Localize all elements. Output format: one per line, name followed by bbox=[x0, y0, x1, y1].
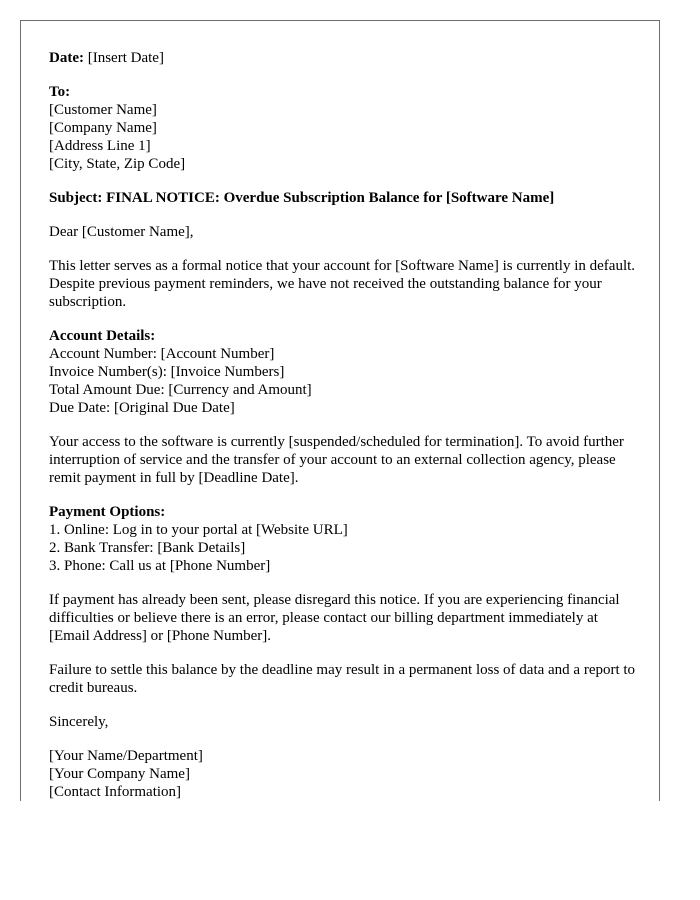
intro-paragraph: This letter serves as a formal notice that your account for [Software Name] is currently in default. Despite previous payment reminders, we have not received the outstanding balance for your subscription. bbox=[49, 258, 636, 310]
signature-block bbox=[49, 747, 639, 801]
warning-paragraph: Failure to settle this balance by the deadline may result in a permanent loss of data and a report to credit bureaus. bbox=[49, 662, 636, 696]
access-paragraph: Your access to the software is currently [suspended/scheduled for termination]. To avoid further interruption of service and the transfer of your account to an external collection agency, please remit payment in full by [Deadline Date]. bbox=[49, 434, 624, 486]
disregard-paragraph: If payment has already been sent, please disregard this notice. If you are experiencing financial difficulties or believe there is an error, please contact our billing department immediately at [Email Address] or [Phone Number]. bbox=[49, 592, 620, 644]
letter-page bbox=[20, 20, 660, 801]
account-detail-line: Invoice Number(s): [Invoice Numbers] bbox=[49, 364, 285, 380]
account-detail-line: Total Amount Due: [Currency and Amount] bbox=[49, 382, 312, 398]
recipient-line: [Company Name] bbox=[49, 120, 157, 136]
date-label: Date: bbox=[49, 50, 84, 66]
recipient-line: [Customer Name] bbox=[49, 102, 157, 118]
date-block bbox=[49, 49, 639, 67]
recipient-line: [Address Line 1] bbox=[49, 138, 151, 154]
account-detail-line: Due Date: [Original Due Date] bbox=[49, 400, 235, 416]
to-label: To: bbox=[49, 84, 71, 100]
payment-options bbox=[49, 503, 639, 575]
signature-line: [Your Name/Department] bbox=[49, 748, 203, 764]
account-details bbox=[49, 327, 639, 417]
salutation: Dear [Customer Name], bbox=[49, 224, 194, 240]
payment-options-heading: Payment Options: bbox=[49, 504, 166, 520]
recipient-line: [City, State, Zip Code] bbox=[49, 156, 186, 172]
signature-line: [Your Company Name] bbox=[49, 766, 190, 782]
subject-line: Subject: FINAL NOTICE: Overdue Subscription Balance for [Software Name] bbox=[49, 190, 555, 206]
recipient-block bbox=[49, 83, 639, 173]
payment-option-line: 3. Phone: Call us at [Phone Number] bbox=[49, 558, 271, 574]
signature-line: [Contact Information] bbox=[49, 784, 182, 800]
payment-option-line: 2. Bank Transfer: [Bank Details] bbox=[49, 540, 246, 556]
account-detail-line: Account Number: [Account Number] bbox=[49, 346, 275, 362]
closing: Sincerely, bbox=[49, 714, 109, 730]
account-details-heading: Account Details: bbox=[49, 328, 156, 344]
date-value: [Insert Date] bbox=[87, 50, 164, 66]
payment-option-line: 1. Online: Log in to your portal at [Website URL] bbox=[49, 522, 348, 538]
letter-content bbox=[49, 49, 639, 817]
